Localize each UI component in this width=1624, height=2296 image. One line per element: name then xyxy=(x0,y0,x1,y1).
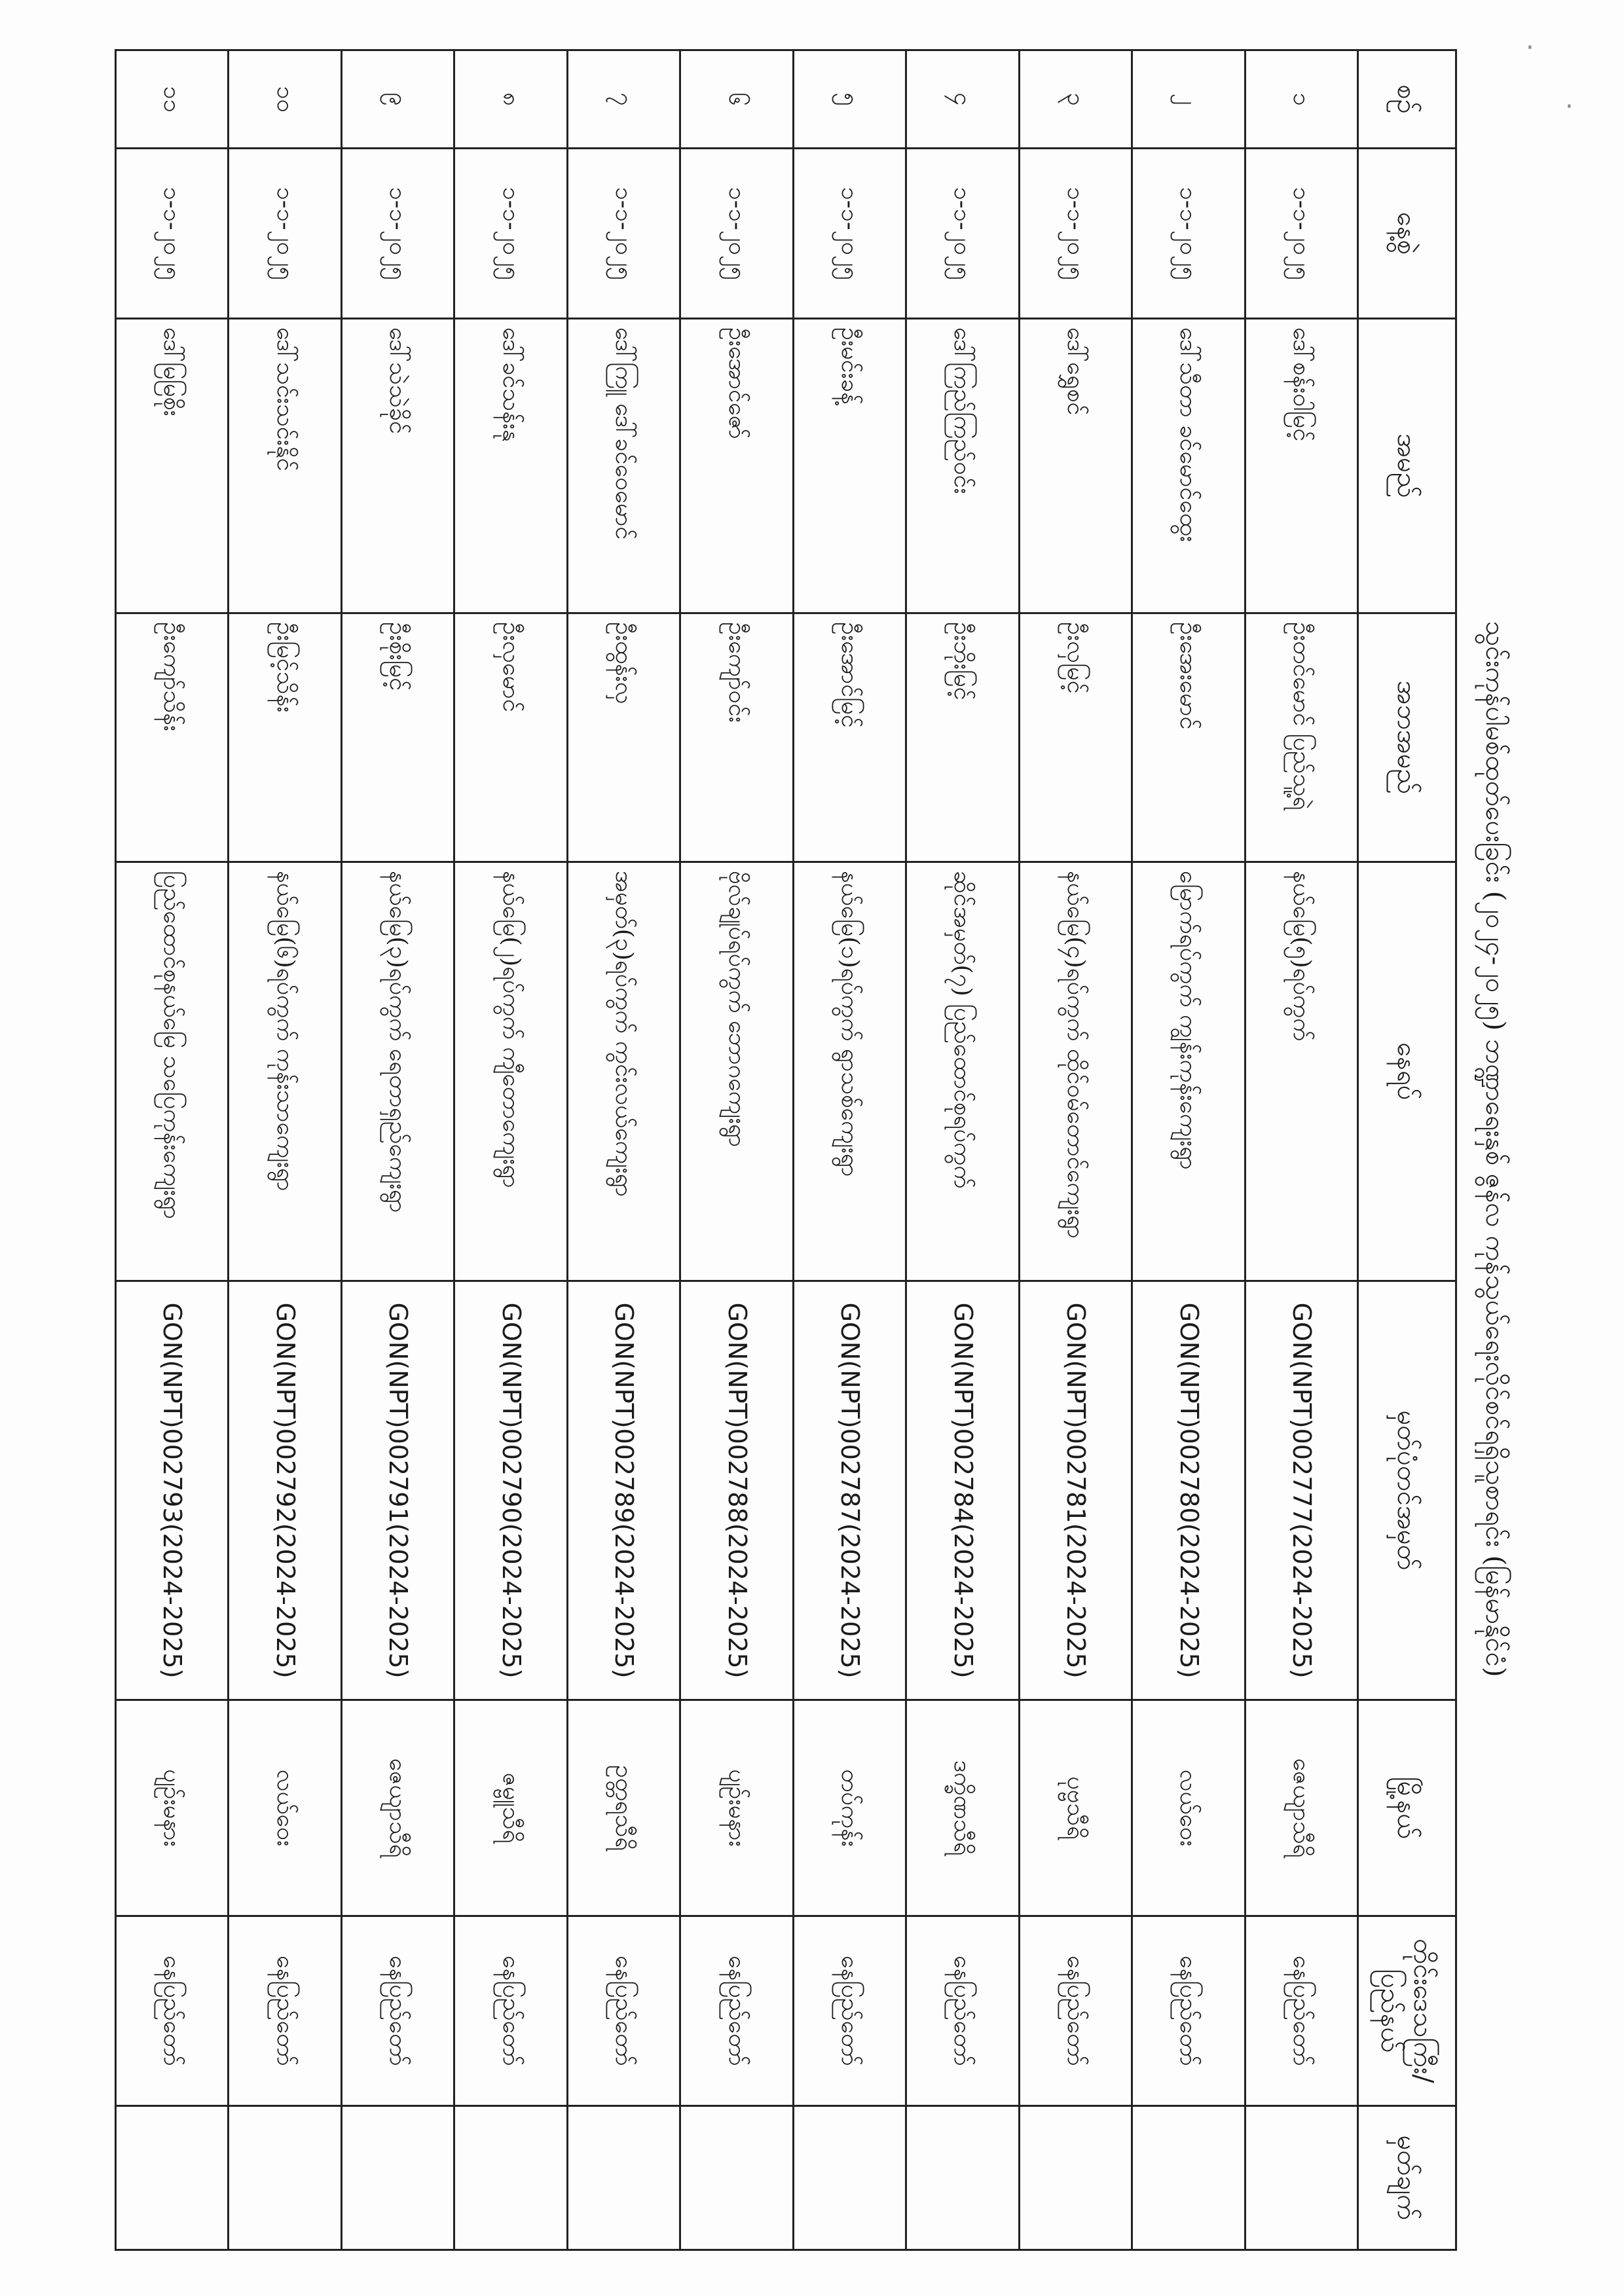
row-address: နယ်မြေ(၁)ရပ်ကွက် ရွာသစ်ကျေးရွာ xyxy=(793,862,906,1281)
table-body xyxy=(116,50,1358,2250)
row-license-number: GON(NPT)002777(2024-2025) xyxy=(1245,1281,1357,1700)
row-name: ဒေါ်ရွှေစင် xyxy=(1019,319,1132,613)
row-number: ၁၁ xyxy=(116,50,229,149)
row-remark xyxy=(793,2106,906,2250)
row-father-name: ဦးအောင်မြင့် xyxy=(793,613,906,862)
row-address: နယ်မြေ(၅)ရပ်ကွက် xyxy=(1245,862,1357,1281)
row-name: ဒေါ်မြမြစိုး xyxy=(116,319,229,613)
table-row xyxy=(341,50,454,2250)
header-license: မှတ်ပုံတင်အမှတ် xyxy=(1358,1281,1456,1700)
row-region: နေပြည်တော် xyxy=(1245,1916,1357,2106)
row-license-number: GON(NPT)002789(2024-2025) xyxy=(567,1281,680,1700)
row-address: ဆိုင်အမှတ်(၇) ပြည်ထောင်စုရပ်ကွက် xyxy=(906,862,1019,1281)
row-license-number: GON(NPT)002788(2024-2025) xyxy=(680,1281,793,1700)
row-name: ဦးအောင်ဇော် xyxy=(680,319,793,613)
row-township: လယ်ဝေး xyxy=(1132,1700,1245,1916)
scan-speck: · xyxy=(1565,92,1574,122)
row-address: နယ်မြေ(၂)ရပ်ကွက် ကျီတောကျေးရွာ xyxy=(454,862,567,1281)
row-date: ၁-၁-၂၀၂၅ xyxy=(680,149,793,319)
row-township: ဒက္ခိဏသီရိ xyxy=(906,1700,1019,1916)
table-row xyxy=(1245,50,1357,2250)
row-address: ပြည်ထောင်စုနယ်မြေ သပြေကုန်းကျေးရွာ xyxy=(116,862,229,1281)
row-name: ဒေါ်သင်းသင်းနိုင် xyxy=(229,319,341,613)
row-date: ၁-၁-၂၀၂၅ xyxy=(229,149,341,319)
rotated-register-sheet xyxy=(111,43,1526,2255)
row-number: ၆ xyxy=(680,50,793,149)
row-region: နေပြည်တော် xyxy=(1132,1916,1245,2106)
row-address: နယ်မြေ(၃)ရပ်ကွက် ရေတာရှည်ကျေးရွာ xyxy=(341,862,454,1281)
row-township: ဇေယျာသီရိ xyxy=(341,1700,454,1916)
row-number: ၃ xyxy=(1019,50,1132,149)
row-father-name: ဦးအေးမောင် xyxy=(1132,613,1245,862)
row-date: ၁-၁-၂၀၂၅ xyxy=(116,149,229,319)
table-row xyxy=(229,50,341,2250)
register-table xyxy=(115,49,1457,2251)
row-remark xyxy=(454,2106,567,2250)
row-township: လယ်ဝေး xyxy=(229,1700,341,1916)
row-license-number: GON(NPT)002791(2024-2025) xyxy=(341,1281,454,1700)
row-remark xyxy=(1019,2106,1132,2250)
row-number: ၉ xyxy=(341,50,454,149)
row-region: နေပြည်တော် xyxy=(116,1916,229,2106)
row-remark xyxy=(229,2106,341,2250)
header-name: အမည် xyxy=(1358,319,1456,613)
row-township: ပျဉ်းမနား xyxy=(680,1700,793,1916)
row-address: မြောက်ရပ်ကွက် ကျွန်းကုန်းကျေးရွာ xyxy=(1132,862,1245,1281)
row-father-name: ဦးမြင့်သိန်း xyxy=(229,613,341,862)
row-township: ဥတ္တရသီရိ xyxy=(567,1700,680,1916)
header-address: နေရပ် xyxy=(1358,862,1456,1281)
row-remark xyxy=(1132,2106,1245,2250)
table-row xyxy=(680,50,793,2250)
row-address: ဗိုလ်ချုပ်ရပ်ကွက် ဘောဂကျေးရွာ xyxy=(680,862,793,1281)
row-region: နေပြည်တော် xyxy=(454,1916,567,2106)
table-row xyxy=(1019,50,1132,2250)
row-region: နေပြည်တော် xyxy=(680,1916,793,2106)
row-date: ၁-၁-၂၀၂၅ xyxy=(454,149,567,319)
row-name: ဦးမင်းခန့် xyxy=(793,319,906,613)
row-address: နယ်မြေ(၆)ရပ်ကွက် ကုန်းသာကျေးရွာ xyxy=(229,862,341,1281)
row-township: ဇမ္ဗူသီရိ xyxy=(454,1700,567,1916)
row-region: နေပြည်တော် xyxy=(1019,1916,1132,2106)
row-license-number: GON(NPT)002787(2024-2025) xyxy=(793,1281,906,1700)
row-license-number: GON(NPT)002784(2024-2025) xyxy=(906,1281,1019,1700)
row-father-name: ဦးလှမောင် xyxy=(454,613,567,862)
row-region: နေပြည်တော် xyxy=(906,1916,1019,2106)
row-number: ၄ xyxy=(906,50,1019,149)
row-name: ဒေါ်စန်းဝါမြင့် xyxy=(1245,319,1357,613)
header-region: တိုင်းဒေသကြီး/ ပြည်နယ် xyxy=(1358,1916,1456,2106)
row-license-number: GON(NPT)002781(2024-2025) xyxy=(1019,1281,1132,1700)
row-father-name: ဦးထွန်းလှ xyxy=(567,613,680,862)
table-row xyxy=(906,50,1019,2250)
row-license-number: GON(NPT)002793(2024-2025) xyxy=(116,1281,229,1700)
row-father-name: ဦးတင်မောင် ပြည်သူ့ရဲ xyxy=(1245,613,1357,862)
header-date: နေ့စွဲ xyxy=(1358,149,1456,319)
row-township: ပုဗ္ဗသီရိ xyxy=(1019,1700,1132,1916)
row-remark xyxy=(341,2106,454,2250)
document-title: သွင်းကုန်ပါမစ်ထုတ်ပေးခြင်း (၂၀၂၄-၂၀၂၅) ဘဏ္ဍာရေးနှစ် ဇွန်လ ကုန်သွယ်ရေးလိုင်စင်ရရှိသူစာရင်း (မြန်မာနိုင်ငံ) xyxy=(1480,621,1511,1677)
row-region: နေပြည်တော် xyxy=(229,1916,341,2106)
row-date: ၁-၁-၂၀၂၅ xyxy=(1132,149,1245,319)
row-father-name: ဦးလှမြင့် xyxy=(1019,613,1132,862)
row-remark xyxy=(116,2106,229,2250)
header-remark: မှတ်ချက် xyxy=(1358,2106,1456,2250)
row-remark xyxy=(1245,2106,1357,2250)
row-date: ၁-၁-၂၀၂၅ xyxy=(1019,149,1132,319)
row-region: နေပြည်တော် xyxy=(567,1916,680,2106)
scan-speck: · xyxy=(1526,33,1534,63)
row-father-name: ဦးဘိုးမြင့် xyxy=(906,613,1019,862)
row-township: တပ်ကုန်း xyxy=(793,1700,906,1916)
row-name: ဒေါ်သဲသဲခိုင် xyxy=(341,319,454,613)
row-number: ၅ xyxy=(793,50,906,149)
row-number: ၁ xyxy=(1245,50,1357,149)
row-number: ၂ xyxy=(1132,50,1245,149)
row-address: နယ်မြေ(၄)ရပ်ကွက် ထိုင်ဝမ်တောင်ကျေးရွာ xyxy=(1019,862,1132,1281)
row-number: ၇ xyxy=(567,50,680,149)
row-remark xyxy=(680,2106,793,2250)
row-father-name: ဦးကျော်ဝင်း xyxy=(680,613,793,862)
row-name: ဒေါ်ကြည်ကြည်ဝင်း xyxy=(906,319,1019,613)
header-township: မြို့နယ် xyxy=(1358,1700,1456,1916)
row-date: ၁-၁-၂၀၂၅ xyxy=(341,149,454,319)
table-row xyxy=(567,50,680,2250)
table-row xyxy=(1132,50,1245,2250)
row-license-number: GON(NPT)002790(2024-2025) xyxy=(454,1281,567,1700)
table-header-row xyxy=(1358,50,1456,2250)
table-row xyxy=(116,50,229,2250)
row-date: ၁-၁-၂၀၂၅ xyxy=(793,149,906,319)
header-father: အဘအမည် xyxy=(1358,613,1456,862)
row-township: ပျဉ်းမနား xyxy=(116,1700,229,1916)
row-township: ဇေယျာသီရိ xyxy=(1245,1700,1357,1916)
row-father-name: ဦးကျော်သိန်း xyxy=(116,613,229,862)
row-region: နေပြည်တော် xyxy=(793,1916,906,2106)
row-number: ၁၀ xyxy=(229,50,341,149)
row-region: နေပြည်တော် xyxy=(341,1916,454,2106)
table-row xyxy=(454,50,567,2250)
header-no: စဉ် xyxy=(1358,50,1456,149)
row-date: ၁-၁-၂၀၂၅ xyxy=(1245,149,1357,319)
row-name: ဒေါ်သီတာ ခင်မောင်ထွေး xyxy=(1132,319,1245,613)
table-row xyxy=(793,50,906,2250)
row-father-name: ဦးစိုးမြင့် xyxy=(341,613,454,862)
row-name: ဒေါ်ကြူ ဒေါ်ခင်ဝေမောင် xyxy=(567,319,680,613)
row-address: အမှတ်(၃)ရပ်ကွက် ကွင်းလယ်ကျေးရွာ xyxy=(567,862,680,1281)
row-name: ဒေါ်ခင်သန်းနု xyxy=(454,319,567,613)
row-date: ၁-၁-၂၀၂၅ xyxy=(567,149,680,319)
row-license-number: GON(NPT)002780(2024-2025) xyxy=(1132,1281,1245,1700)
row-remark xyxy=(567,2106,680,2250)
row-number: ၈ xyxy=(454,50,567,149)
row-license-number: GON(NPT)002792(2024-2025) xyxy=(229,1281,341,1700)
row-date: ၁-၁-၂၀၂၅ xyxy=(906,149,1019,319)
row-remark xyxy=(906,2106,1019,2250)
